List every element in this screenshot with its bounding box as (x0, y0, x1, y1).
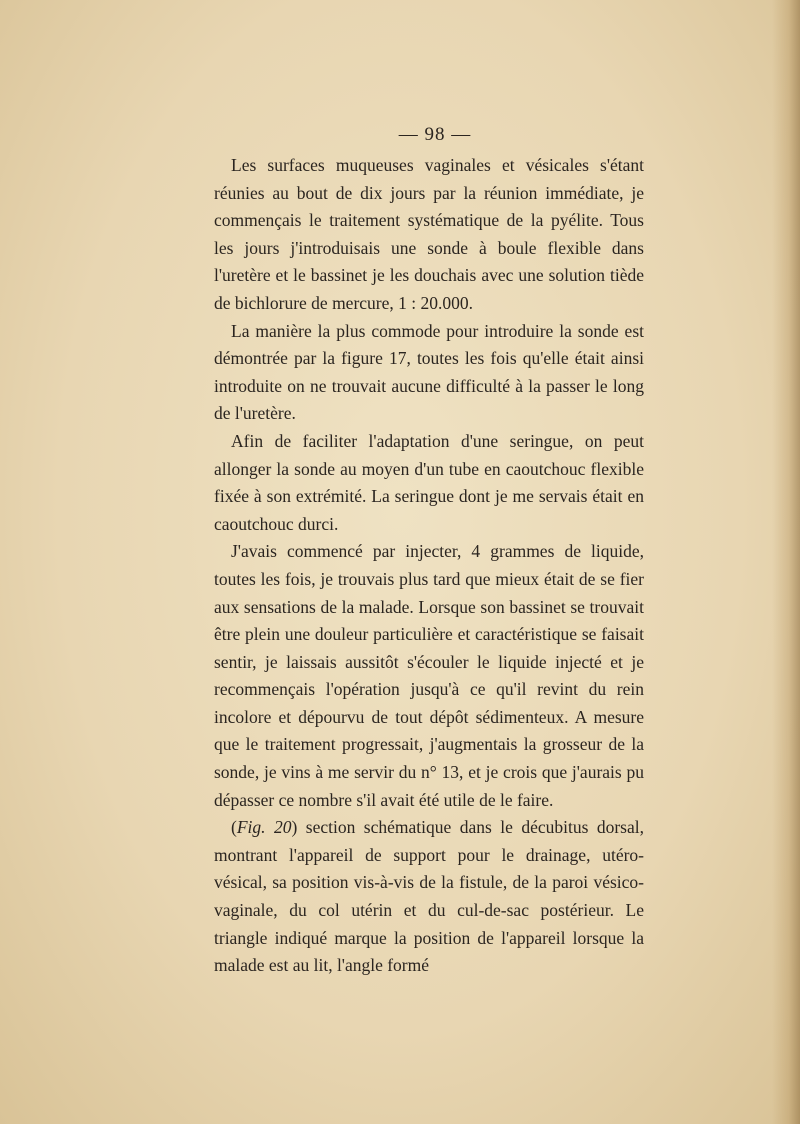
body-text (214, 152, 644, 980)
figure-caption-text: ) section schématique dans le décubitus dorsal, montrant l'appareil de support pour le drainage, utéro-vésical, sa position vis-à-vis de la fistule, de la paroi vésico-vaginale, du col utérin et du cul-de-sac postérieur. Le triangle indiqué marque la position de l'appareil lorsque la malade est au lit, l'angle formé (214, 817, 644, 976)
page-number: — 98 — (398, 124, 472, 145)
paragraph: La manière la plus commode pour introduire la sonde est démontrée par la figure 17, toutes les fois qu'elle était ainsi introduite on ne trouvait aucune difficulté à la passer le long de l'uretère. (214, 320, 644, 424)
page-edge-shadow (772, 0, 800, 1124)
figure-caption-paragraph: (Fig. 20) section schématique dans le décubitus dorsal, montrant l'appareil de support pour le drainage, utéro-vésical, sa position vis-à-vis de la fistule, de la paroi vésico-vaginale, du col utérin et du cul-de-sac postérieur. Le triangle indiqué marque la position de l'appareil lorsque la malade est au lit, l'angle formé (214, 817, 644, 976)
figure-reference: Fig. 20 (236, 817, 292, 838)
paragraph: J'avais commencé par injecter, 4 grammes de liquide, toutes les fois, je trouvais plus tard que mieux était de se fier aux sensations de la malade. Lorsque son bassinet se trouvait être plein une douleur particulière et caractéristique se faisait sentir, je laissais aussitôt s'écouler le liquide injecté et je recommençais l'opération jusqu'à ce qu'il revint du rein incolore et dépourvu de tout dépôt sédimenteux. A mesure que le traitement progressait, j'augmentais la grosseur de la sonde, je vins à me servir du n° 13, et je crois que j'aurais pu dépasser ce nombre s'il avait été utile de le faire. (214, 541, 644, 810)
paragraph: Afin de faciliter l'adaptation d'une seringue, on peut allonger la sonde au moyen d'un tube en caoutchouc flexible fixée à son extrémité. La seringue dont je me servais était en caoutchouc durci. (214, 430, 644, 534)
paragraph: Les surfaces muqueuses vaginales et vésicales s'étant réunies au bout de dix jours par la réunion immédiate, je commençais le traitement systématique de la pyélite. Tous les jours j'introduisais une sonde à boule flexible dans l'uretère et le bassinet je les douchais avec une solution tiède de bichlorure de mercure, 1 : 20.000. (214, 155, 644, 313)
